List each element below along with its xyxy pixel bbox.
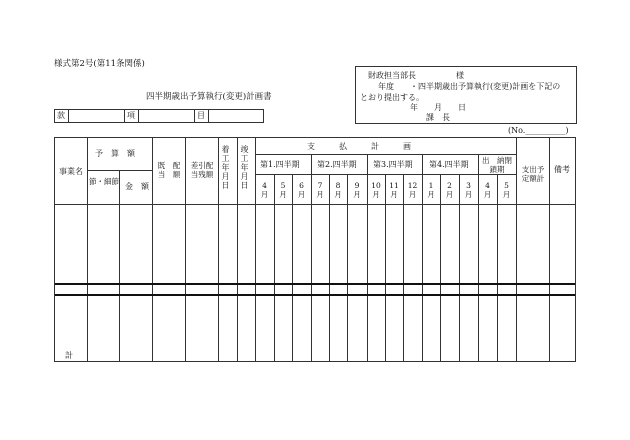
- document-number: (No.__________): [508, 126, 569, 135]
- form-number: 様式第2号(第11条関係): [54, 59, 145, 69]
- submission-date: 年 月 日: [410, 103, 466, 112]
- header-shishutsu: 支出予定額計: [521, 165, 545, 183]
- month-number: 3: [466, 181, 471, 190]
- month-header: [329, 182, 347, 199]
- moku-label: 目: [197, 111, 205, 120]
- header-shunko: 竣工年月日: [240, 145, 249, 190]
- month-header: [478, 182, 497, 199]
- month-number: 7: [317, 181, 323, 190]
- month-unit: 月: [260, 189, 269, 199]
- submission-line: 年度 ・四半期歳出予算執行(変更)計画を下記の: [378, 82, 561, 91]
- month-number: 2: [447, 181, 452, 190]
- month-number: 11: [389, 181, 399, 190]
- month-unit: 月: [408, 189, 417, 199]
- budget-classification-row: [54, 109, 264, 123]
- signer-title: 課 長: [426, 113, 450, 122]
- kan-label: 款: [57, 111, 65, 120]
- month-header: [459, 182, 478, 199]
- month-header: [403, 182, 422, 199]
- kan-field[interactable]: [69, 110, 125, 122]
- month-unit: 月: [427, 189, 435, 199]
- month-header: [367, 182, 385, 199]
- month-unit: 月: [316, 189, 324, 199]
- month-unit: 月: [464, 189, 473, 199]
- month-unit: 月: [445, 189, 454, 199]
- approval-box: [355, 66, 577, 124]
- month-header: [255, 182, 274, 199]
- month-header: [311, 182, 329, 199]
- month-header: [347, 182, 367, 199]
- month-unit: 月: [372, 189, 380, 199]
- submission-line-2: とおり提出する。: [360, 93, 424, 102]
- month-unit: 月: [353, 189, 361, 199]
- header-kingaku: 金 額: [125, 182, 149, 191]
- month-unit: 月: [279, 189, 287, 199]
- month-number: 5: [280, 181, 286, 190]
- month-number: 5: [504, 181, 509, 190]
- header-shutsuno: 出 納閉鎖期: [482, 156, 512, 174]
- month-header: [497, 182, 516, 199]
- form-title: 四半期歳出予算執行(変更)計画書: [146, 92, 272, 102]
- month-header: [440, 182, 459, 199]
- header-yosan: 予 算 額: [95, 149, 135, 158]
- header-jigyo: 事業名: [59, 167, 83, 176]
- month-unit: 月: [334, 189, 342, 199]
- header-chakko: 着工年月日: [221, 145, 230, 190]
- execution-plan-table: [54, 137, 576, 362]
- month-unit: 月: [390, 189, 398, 199]
- header-setsu: 節・細節: [89, 177, 119, 186]
- moku-field[interactable]: [209, 110, 263, 122]
- month-number: 4: [485, 181, 490, 190]
- honorific: 様: [456, 71, 464, 80]
- month-number: 6: [299, 181, 304, 190]
- month-number: 9: [354, 181, 360, 190]
- month-unit: 月: [483, 189, 492, 199]
- addressee: 財政担当部長: [368, 71, 416, 80]
- month-number: 4: [262, 181, 267, 190]
- month-number: 1: [428, 181, 434, 190]
- month-number: 10: [371, 181, 381, 190]
- month-header: [292, 182, 311, 199]
- header-sashibiki: 差引配当残額: [190, 161, 214, 179]
- header-kihaitou: 既 配当 額: [157, 161, 181, 179]
- month-unit: 月: [502, 189, 511, 199]
- month-header: [274, 182, 292, 199]
- month-number: 12: [407, 181, 418, 190]
- kou-label: 項: [127, 111, 135, 120]
- header-biko: 備考: [554, 165, 570, 174]
- month-unit: 月: [297, 189, 306, 199]
- header-q2: 第2.四半期: [317, 160, 357, 169]
- header-shiharai: 支 払 計 画: [307, 142, 411, 151]
- month-header: [422, 182, 440, 199]
- total-label: 計: [65, 351, 73, 360]
- kou-field[interactable]: [139, 110, 195, 122]
- month-number: 8: [335, 181, 341, 190]
- header-q3: 第3.四半期: [373, 160, 413, 169]
- month-header: [385, 182, 403, 199]
- header-q4: 第4.四半期: [429, 160, 469, 169]
- header-q1: 第1.四半期: [260, 160, 300, 169]
